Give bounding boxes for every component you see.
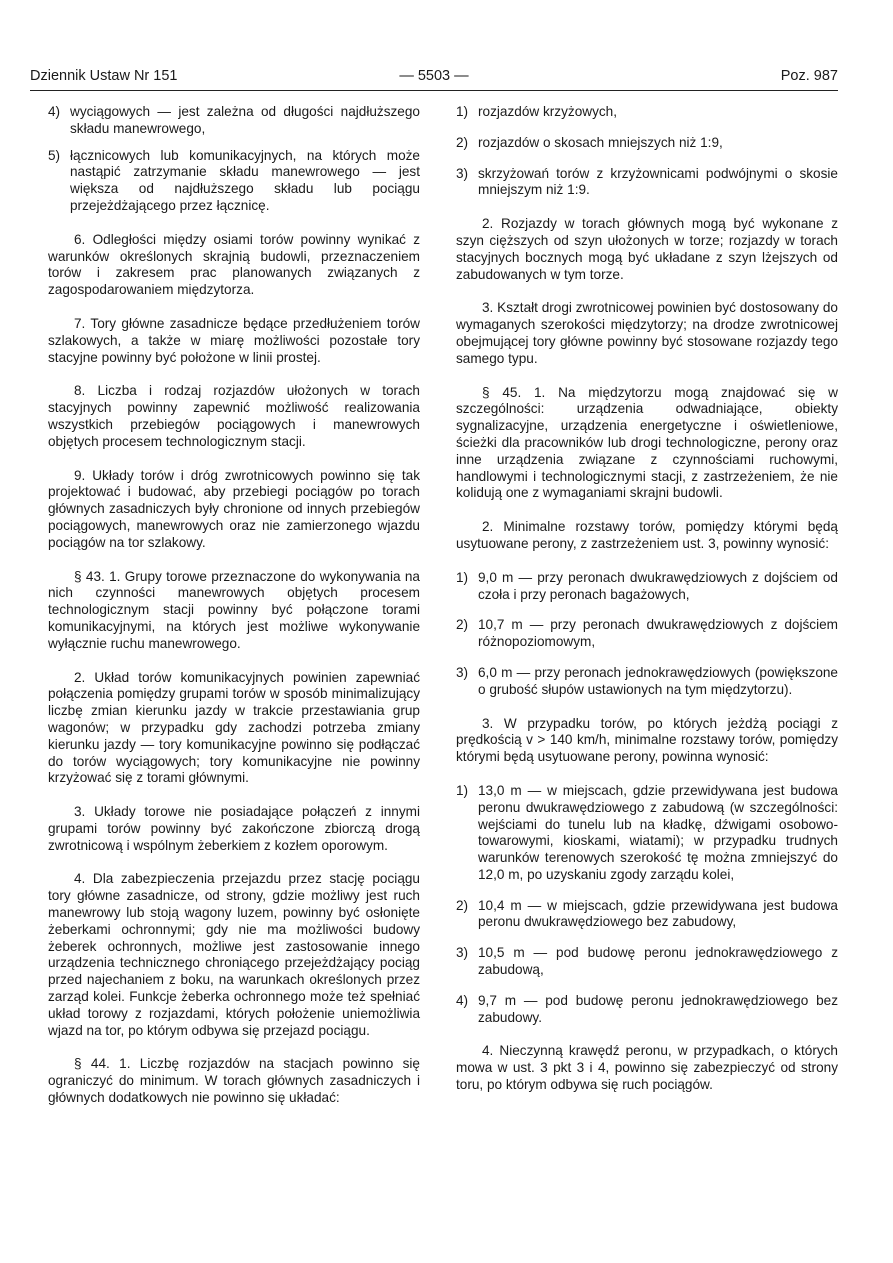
- list-item: [456, 993, 838, 1027]
- list-item: [456, 135, 838, 152]
- list-item: [456, 104, 838, 121]
- item-number: 3): [456, 664, 469, 680]
- page-number: — 5503 —: [399, 68, 469, 84]
- paragraph: 4. Nieczynną krawędź peronu, w przypadkach, o których mowa w ust. 3 pkt 3 i 4, powinno się zabezpieczyć od strony toru, po którym odbywa się ruch pociągów.: [456, 1043, 838, 1093]
- list-item: [456, 166, 838, 200]
- item-text: rozjazdów krzyżowych,: [478, 104, 617, 119]
- item-text: skrzyżowań torów z krzyżownicami podwójnymi o skosie mniejszym niż 1:9.: [478, 165, 838, 198]
- item-text: 13,0 m — w miejscach, gdzie przewidywana jest budowa peronu dwukrawędziowego z zabudową (w szczególności: wejściami do tunelu lub na kładkę, dźwigami osobowo-towarowymi, kioskami, wiatami); w przypadku trudnych warunków terenowych szerokość tę można zmniejszyć do 12,0 m, po uzyskaniu zgody zarządu kolei,: [478, 782, 838, 882]
- item-number: 2): [456, 897, 469, 913]
- item-number: 5): [48, 147, 61, 163]
- item-text: 10,7 m — przy peronach dwukrawędziowych z dojściem różnopoziomowym,: [478, 617, 838, 650]
- item-number: 2): [456, 617, 469, 633]
- item-text: rozjazdów o skosach mniejszych niż 1:9,: [478, 134, 723, 150]
- item-number: 1): [456, 104, 469, 119]
- journal-title: Dziennik Ustaw Nr 151: [30, 68, 178, 84]
- item-number: 1): [456, 569, 469, 585]
- list-item: [456, 898, 838, 932]
- paragraph: 2. Rozjazdy w torach głównych mogą być wykonane z szyn cięższych od szyn ułożonych w torze; rozjazdy w torach stacyjnych bocznych mogą być układane z szyn lżejszych od zabudowanych w tym torze.: [456, 216, 838, 282]
- section-44-paragraph: § 44. 1. Liczbę rozjazdów na stacjach powinno się ograniczyć do minimum. W torach głównych zasadniczych i głównych dodatkowych nie powinno się układać:: [48, 1056, 420, 1106]
- item-number: 4): [456, 992, 469, 1008]
- list-item: [456, 783, 838, 884]
- section-45-paragraph: § 45. 1. Na międzytorzu mogą znajdować się w szczególności: urządzenia odwadniające, obiekty sygnalizacyjne, urządzenia energetyczne i oświetleniowe, ścieżki dla pracowników lub drogi technologiczne, perony oraz inne urządzenia związane z czynnościami ruchowymi, handlowymi i technologicznymi stacji, z zastrzeżeniem, że nie kolidują one z wymaganiami skrajni budowli.: [456, 384, 838, 501]
- paragraph: 3. Układy torowe nie posiadające połączeń z innymi grupami torów powinny być zakończone zbiorczą drogą zwrotnicową i wspólnym żeberkiem z kozłem oporowym.: [48, 804, 420, 853]
- list-item: [456, 665, 838, 699]
- paragraph: 3. W przypadku torów, po których jeżdżą pociągi z prędkością v > 140 km/h, minimalne rozstawy torów, pomiędzy którymi będą usytuowane perony, powinna wynosić:: [456, 715, 838, 765]
- paragraph: 2. Minimalne rozstawy torów, pomiędzy którymi będą usytuowane perony, z zastrzeżeniem ust. 3, powinny wynosić:: [456, 519, 838, 551]
- page-header: [30, 66, 838, 91]
- item-number: 3): [456, 945, 469, 961]
- left-column: [48, 104, 420, 1124]
- paragraph: 7. Tory główne zasadnicze będące przedłużeniem torów szlakowych, a także w miarę możliwości pozostałe tory stacyjne powinny być położone w linii prostej.: [48, 315, 420, 365]
- item-number: 3): [456, 165, 469, 181]
- list-item: [456, 945, 838, 979]
- list-item: [48, 148, 420, 215]
- item-text: 9,7 m — pod budowę peronu jednokrawędziowego bez zabudowy.: [478, 992, 838, 1025]
- paragraph: 9. Układy torów i dróg zwrotnicowych powinno się tak projektować i budować, aby przebiegi pociągów po torach głównych zasadniczych były chronione od innych przebiegów pociągowych, manewrowych oraz nie zamierzonego wjazdu pociągów na tor szlakowy.: [48, 467, 420, 550]
- item-text: 10,5 m — pod budowę peronu jednokrawędziowego z zabudową,: [478, 945, 838, 978]
- right-column: [456, 104, 838, 1111]
- item-text: 6,0 m — przy peronach jednokrawędziowych (powiększone o grubość słupów ustawionych na tym międzytorzu).: [478, 664, 838, 697]
- item-number: 4): [48, 104, 61, 119]
- paragraph: 8. Liczba i rodzaj rozjazdów ułożonych w torach stacyjnych powinny zapewnić możliwość realizowania wszystkich przebiegów pociągowych i manewrowych objętych procesem technologicznym stacji.: [48, 383, 420, 449]
- section-43-paragraph: § 43. 1. Grupy torowe przeznaczone do wykonywania na nich czynności manewrowych objętych procesem technologicznym stacji powinny być połączone torami komunikacyjnymi, na których jest możliwe wykonywanie wyłącznie ruchu manewrowego.: [48, 568, 420, 651]
- item-number: 2): [456, 134, 469, 150]
- paragraph: 2. Układ torów komunikacyjnych powinien zapewniać połączenia pomiędzy grupami torów w sposób minimalizujący liczbę zmian kierunku jazdy w trakcie przestawiania grup wagonów; w przypadku gdy zachodzi potrzeba zmiany kierunku jazdy — tory komunikacyjne powinno się podłączać do torów wyciągowych; tory komunikacyjne nie powinny krzyżować się z torami głównymi.: [48, 669, 420, 786]
- item-number: 1): [456, 782, 469, 798]
- item-text: 10,4 m — w miejscach, gdzie przewidywana jest budowa peronu dwukrawędziowego bez zabudowy,: [478, 897, 838, 930]
- item-text: 9,0 m — przy peronach dwukrawędziowych z dojściem od czoła i przy peronach bagażowych,: [478, 569, 838, 602]
- position-number: Poz. 987: [780, 68, 838, 84]
- paragraph: 6. Odległości między osiami torów powinny wynikać z warunków określonych skrajnią budowli, przeznaczeniem torów i zakresem prac planowanych związanych z zagospodarowaniem międzytorza.: [48, 231, 420, 298]
- list-item: [456, 570, 838, 604]
- paragraph: 3. Kształt drogi zwrotnicowej powinien być dostosowany do wymaganych szerokości międzytorzy; na drodze zwrotnicowej obejmującej tory główne powinny być stosowane rozjazdy tego samego typu.: [456, 300, 838, 366]
- paragraph: 4. Dla zabezpieczenia przejazdu przez stację pociągu tory główne zasadnicze, od strony, gdzie możliwy jest ruch manewrowy lub stoją wagony luzem, powinny być osłonięte żeberkami ochronnymi; gdy nie ma możliwości budowy żeberek ochronnych, możliwe jest zastosowanie innego urządzenia technicznego chroniącego przejeżdżający pociąg przed najechaniem z boku, na warunkach określonych przez zarząd kolei. Funkcje żeberka ochronnego może też spełniać układ torowy z rozjazdami, których położenie uniemożliwia wjazd na tor, po którym odbywa się przejazd pociągu.: [48, 871, 420, 1038]
- list-item: [48, 104, 420, 138]
- item-text: łącznicowych lub komunikacyjnych, na których może nastąpić zatrzymanie składu manewrowego — jest większa od najdłuższego składu lub pociągu przejeżdżającego przez łącznicę.: [70, 147, 420, 213]
- list-item: [456, 617, 838, 651]
- item-text: wyciągowych — jest zależna od długości najdłuższego składu manewrowego,: [70, 104, 420, 136]
